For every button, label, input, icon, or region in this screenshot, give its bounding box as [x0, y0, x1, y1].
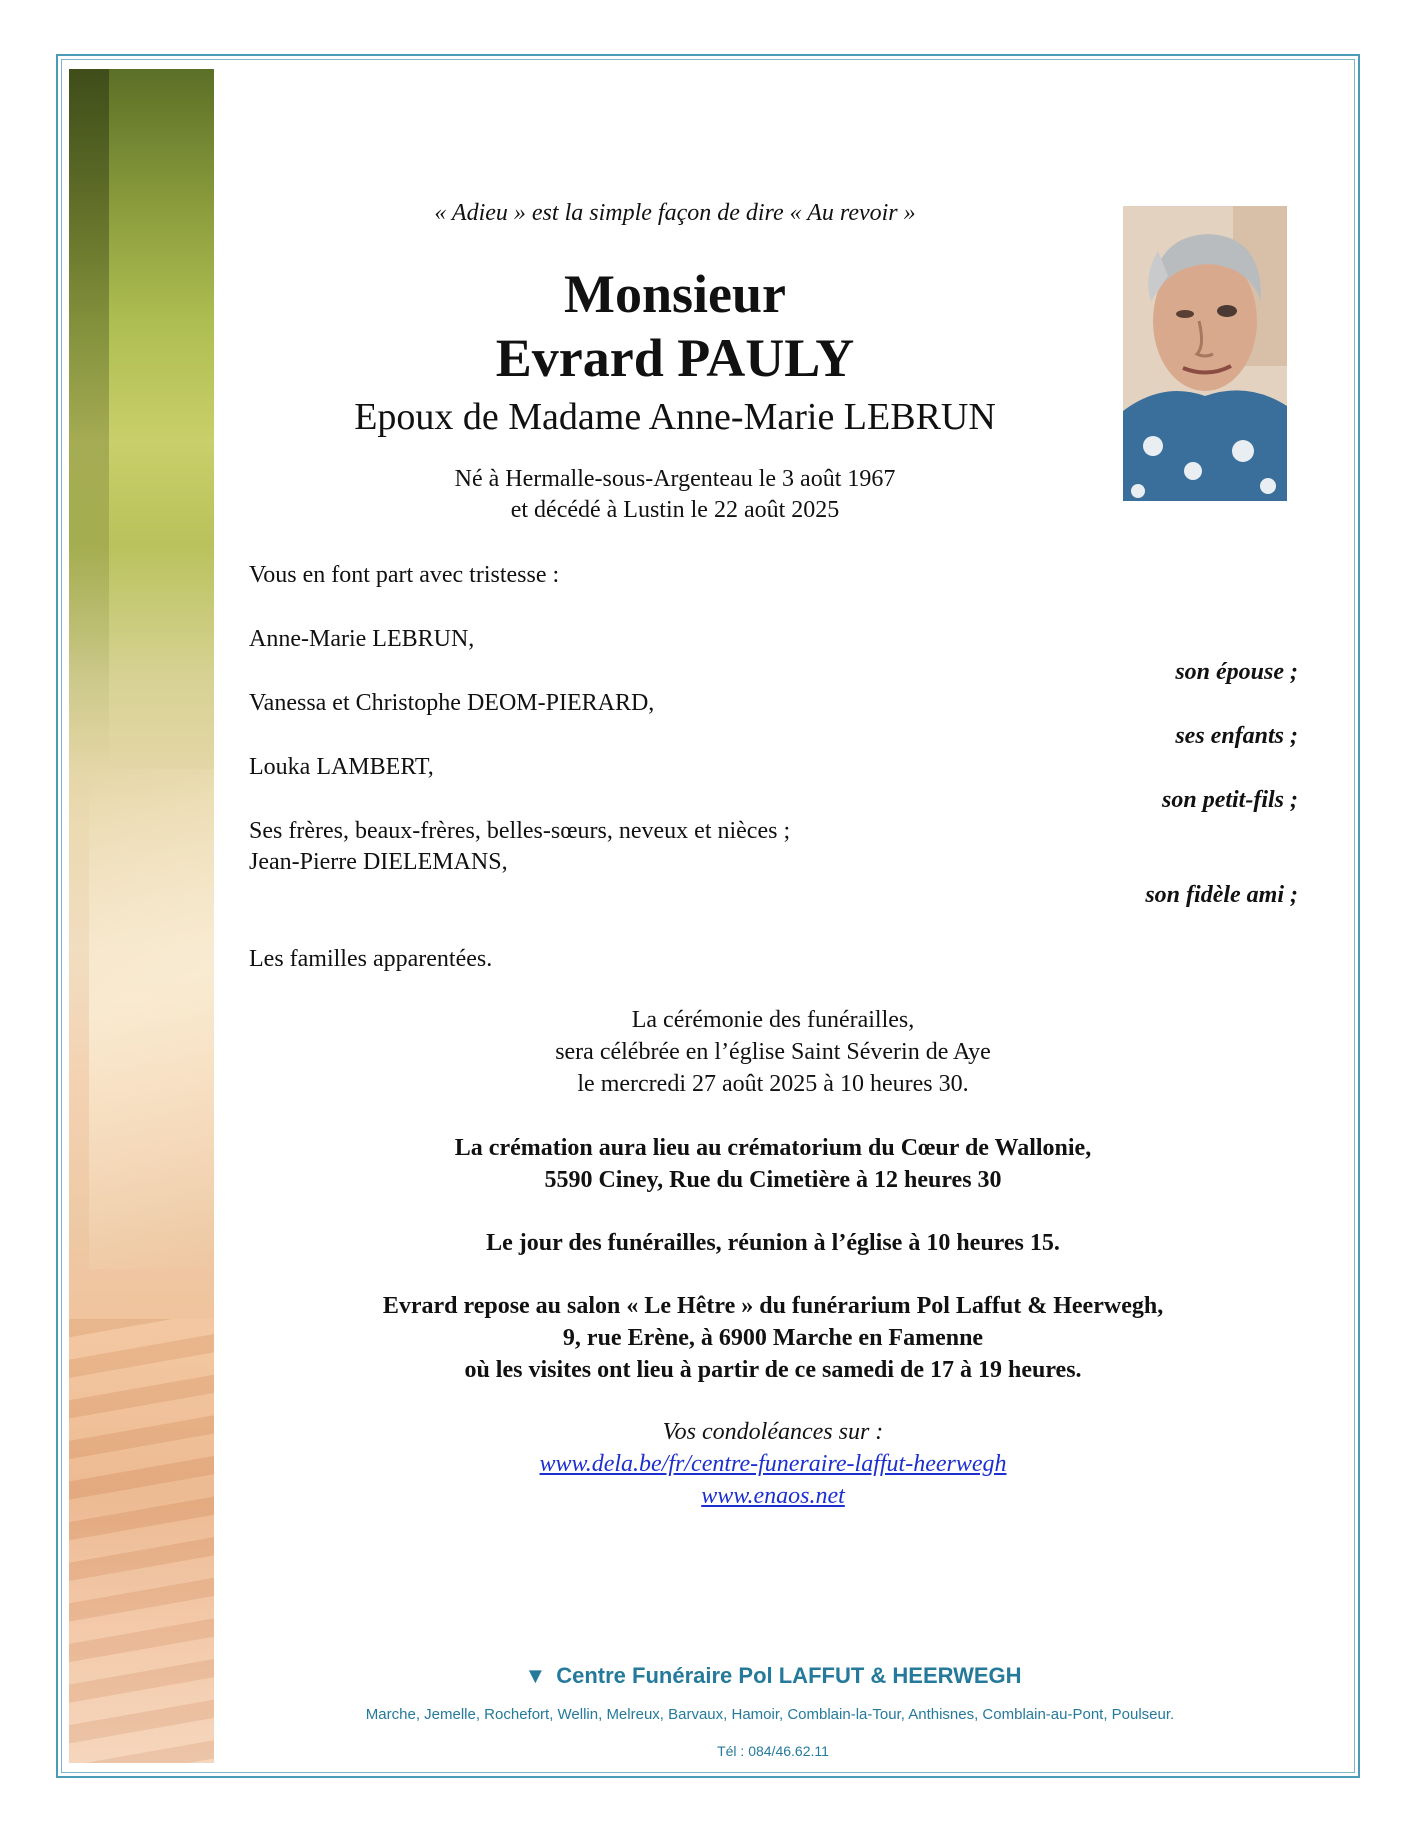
- mourner-name: Louka LAMBERT,: [249, 754, 434, 780]
- friend-name: Jean-Pierre DIELEMANS,: [249, 849, 508, 875]
- opening-quote: « Adieu » est la simple façon de dire « Au revoir »: [434, 200, 916, 226]
- condolences-block: [260, 1416, 1286, 1512]
- visitation-line: 9, rue Erène, à 6900 Marche en Famenne: [562, 1325, 984, 1351]
- forest-path-image: [69, 69, 214, 1763]
- mourner-name: Vanessa et Christophe DEOM-PIERARD,: [249, 690, 655, 716]
- funeral-home-name: [260, 1663, 1286, 1689]
- ceremony-line: La cérémonie des funérailles,: [631, 1007, 915, 1033]
- funeral-home-title: Centre Funéraire Pol LAFFUT & HEERWEGH: [556, 1663, 1022, 1688]
- funeral-home-phone: Tél : 084/46.62.11: [717, 1743, 829, 1759]
- mourner-relation: ses enfants ;: [1175, 723, 1298, 749]
- death-line: et décédé à Lustin le 22 août 2025: [510, 497, 840, 523]
- mourner-name: Anne-Marie LEBRUN,: [249, 626, 475, 652]
- visitation-line: où les visites ont lieu à partir de ce samedi de 17 à 19 heures.: [464, 1357, 1082, 1383]
- families-line: Les familles apparentées.: [249, 946, 493, 972]
- siblings-line: Ses frères, beaux-frères, belles-sœurs, neveux et nièces ;: [249, 818, 791, 844]
- portrait-photo: [1123, 206, 1287, 501]
- friend-relation: son fidèle ami ;: [1145, 882, 1298, 908]
- down-triangle-icon: ▼: [524, 1663, 547, 1688]
- life-dates: [260, 464, 1090, 526]
- cremation-line: 5590 Ciney, Rue du Cimetière à 12 heures 30: [544, 1167, 1002, 1193]
- birth-line: Né à Hermalle-sous-Argenteau le 3 août 1967: [454, 466, 896, 492]
- cremation-line: La crémation aura lieu au crématorium du Cœur de Wallonie,: [454, 1135, 1092, 1161]
- ceremony-line: sera célébrée en l’église Saint Séverin de Aye: [555, 1039, 991, 1065]
- intro-text: Vous en font part avec tristesse :: [249, 562, 560, 588]
- visitation-block: [260, 1290, 1286, 1386]
- ceremony-block: [260, 1004, 1286, 1100]
- cremation-block: [260, 1132, 1286, 1196]
- funeral-home-locations: Marche, Jemelle, Rochefort, Wellin, Melreux, Barvaux, Hamoir, Comblain-la-Tour, Anthisnes, Comblain-au-Pont, Poulseur.: [365, 1706, 1175, 1723]
- title-honorific: Monsieur: [564, 264, 786, 324]
- visitation-line: Evrard repose au salon « Le Hêtre » du funérarium Pol Laffut & Heerwegh,: [382, 1293, 1164, 1319]
- ceremony-line: le mercredi 27 août 2025 à 10 heures 30.: [577, 1071, 969, 1097]
- condolences-label: Vos condoléances sur :: [662, 1419, 884, 1445]
- mourner-relation: son épouse ;: [1175, 659, 1298, 685]
- deceased-name: Evrard PAULY: [495, 328, 855, 388]
- meeting-line: Le jour des funérailles, réunion à l’église à 10 heures 15.: [486, 1230, 1060, 1256]
- enaos-link[interactable]: www.enaos.net: [701, 1483, 845, 1509]
- mourner-relation: son petit-fils ;: [1162, 787, 1298, 813]
- dela-link[interactable]: www.dela.be/fr/centre-funeraire-laffut-heerwegh: [539, 1451, 1007, 1477]
- spouse-line: Epoux de Madame Anne-Marie LEBRUN: [354, 396, 996, 438]
